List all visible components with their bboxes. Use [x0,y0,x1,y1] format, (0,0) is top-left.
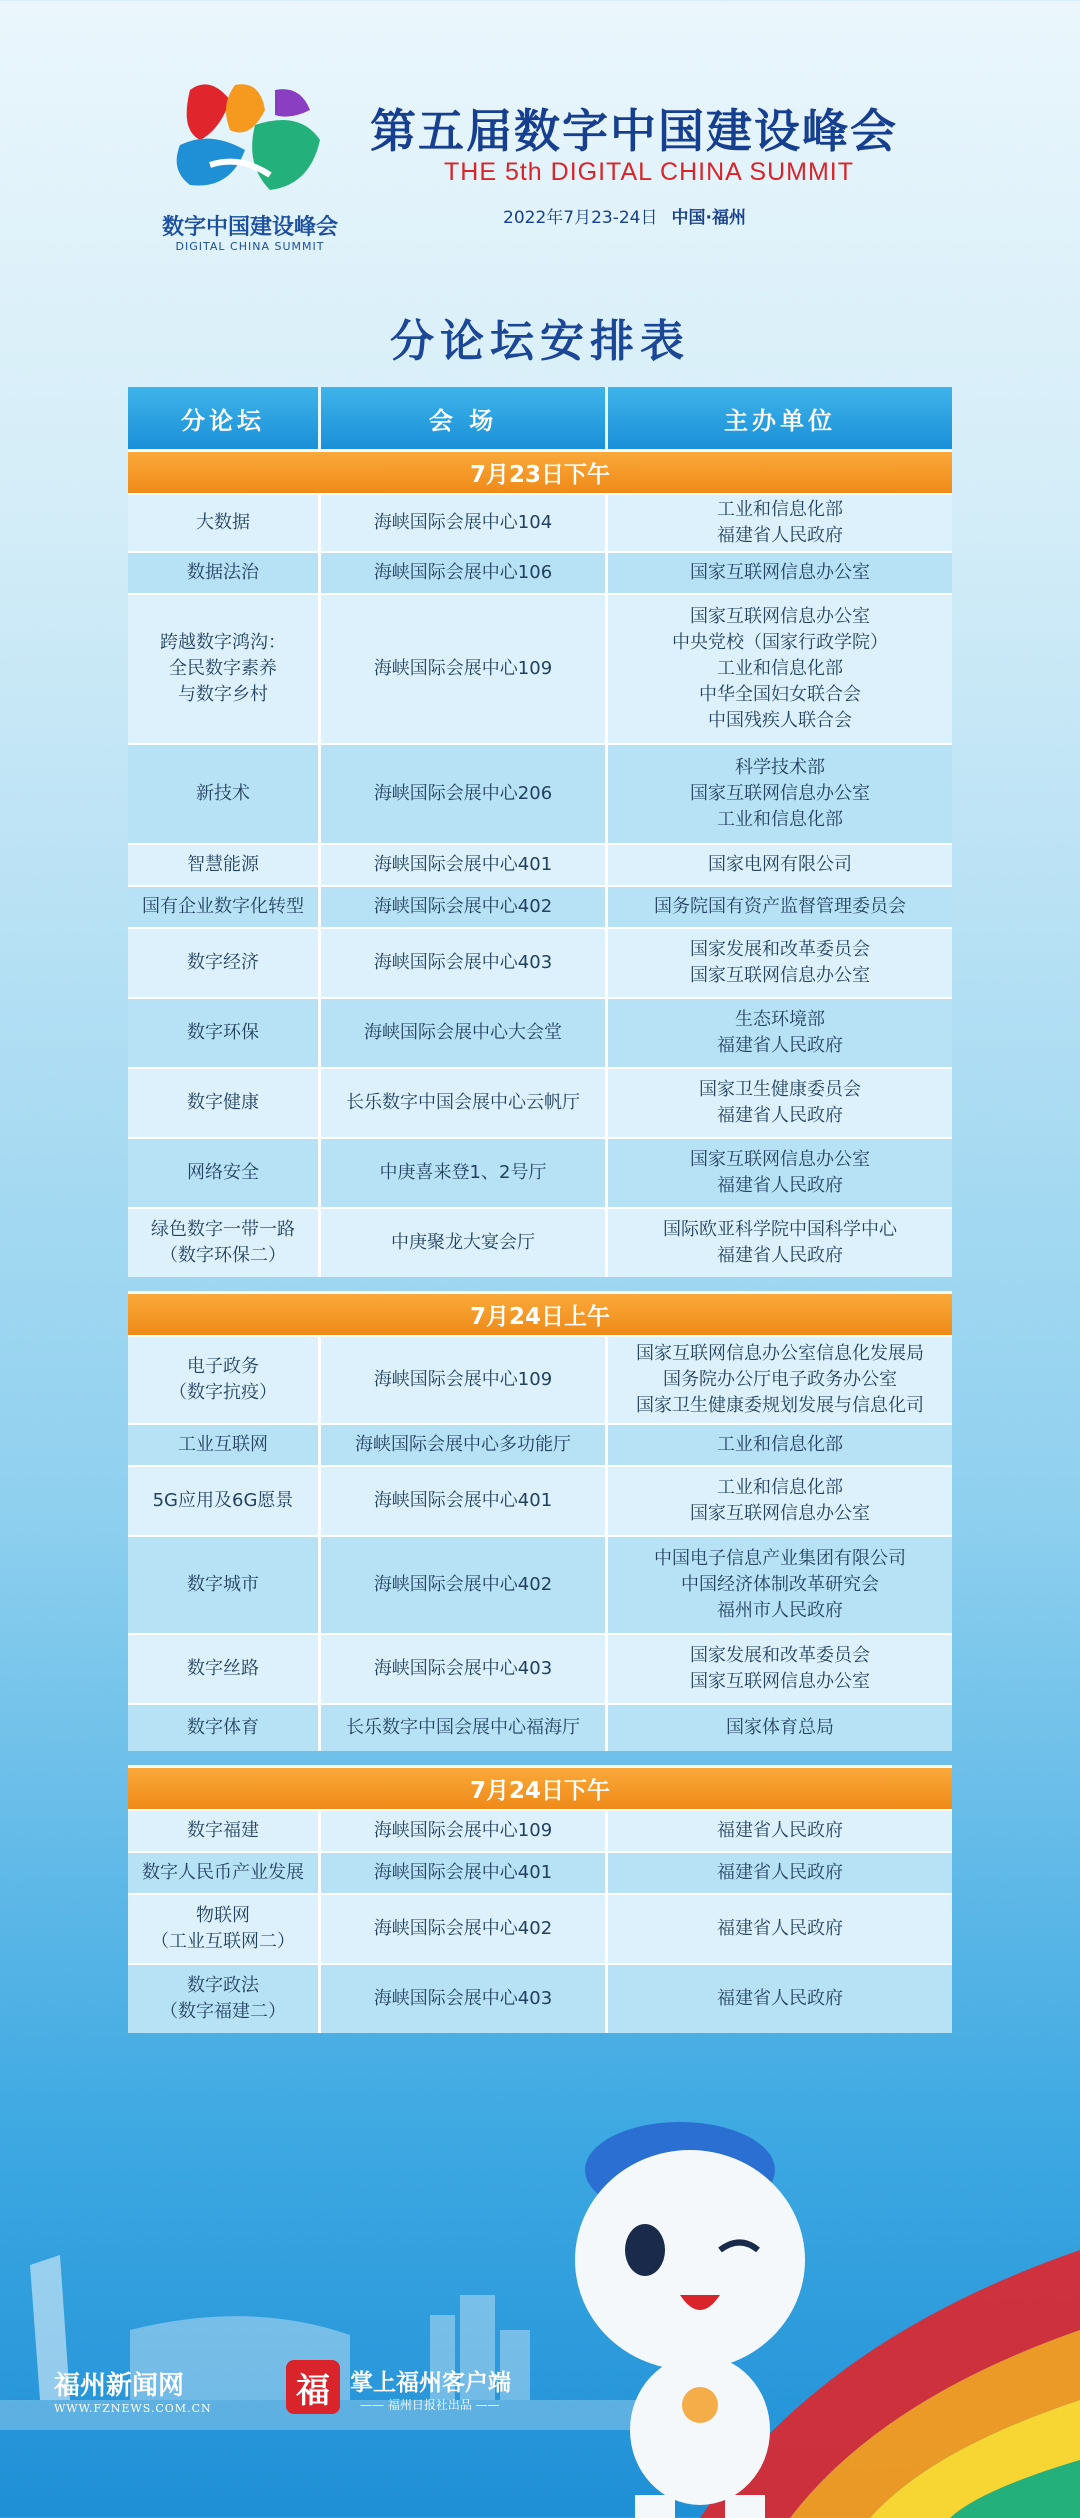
host-organization: 国家发展和改革委员会 [690,939,870,960]
forum-name-line: （数字福建二） [160,2001,286,2022]
host-organization: 国家体育总局 [726,1717,834,1738]
venue-cell: 海峡国际会展中心402 [321,1537,608,1633]
venue-cell: 海峡国际会展中心401 [321,845,608,885]
forum-cell [128,845,321,885]
host-organization: 国务院国有资产监督管理委员会 [654,896,906,917]
page-title: 分论坛安排表 [390,316,690,367]
section-date-header: 7月24日上午 [128,1291,952,1335]
venue-cell: 海峡国际会展中心109 [321,1811,608,1851]
forum-name-line: 数字政法 [187,1975,259,1996]
forum-cell [128,1209,321,1277]
host-organization: 国际欧亚科学院中国科学中心 [663,1219,897,1240]
venue-cell: 海峡国际会展中心401 [321,1853,608,1893]
forum-name-line: 网络安全 [187,1162,259,1183]
hosts-cell [608,1069,952,1137]
schedule-table [128,387,952,2033]
table-row [128,1137,952,1207]
host-organization: 工业和信息化部 [717,658,843,679]
summit-logo-icon [150,70,350,210]
forum-name-line: 数字健康 [187,1092,259,1113]
table-body [128,449,952,2033]
host-organization: 生态环境部 [735,1009,825,1030]
hosts-cell [608,887,952,927]
hosts-cell [608,1895,952,1963]
venue-cell: 海峡国际会展中心109 [321,595,608,743]
schedule-section [128,449,952,1277]
fznews-url: WWW.FZNEWS.COM.CN [54,2402,212,2415]
forum-cell [128,1895,321,1963]
host-organization: 中国经济体制改革研究会 [681,1574,879,1595]
hosts-cell [608,999,952,1067]
forum-cell [128,595,321,743]
venue-cell: 长乐数字中国会展中心福海厅 [321,1705,608,1751]
forum-cell [128,1537,321,1633]
schedule-section [128,1765,952,2033]
forum-name-line: 全民数字素养 [169,658,277,679]
forum-name-line: 与数字乡村 [178,684,268,705]
forum-cell [128,1635,321,1703]
forum-name-line: 数字福建 [187,1820,259,1841]
host-organization: 国家互联网信息办公室 [690,1671,870,1692]
forum-cell [128,495,321,551]
hosts-cell [608,1467,952,1535]
host-organization: 国家互联网信息办公室 [690,965,870,986]
forum-cell [128,999,321,1067]
host-organization: 福建省人民政府 [717,1105,843,1126]
venue-cell: 海峡国际会展中心401 [321,1467,608,1535]
table-row [128,1851,952,1893]
venue-cell: 海峡国际会展中心403 [321,1965,608,2033]
header [0,0,1080,300]
forum-name-line: 跨越数字鸿沟： [160,632,286,653]
summit-date: 2022年7月23-24日 [503,208,658,228]
forum-name-line: 工业互联网 [178,1434,268,1455]
table-row [128,551,952,593]
table-row [128,593,952,743]
forum-name-line: 数字人民币产业发展 [142,1862,304,1883]
hosts-cell [608,1965,952,2033]
forum-cell [128,1965,321,2033]
table-row [128,997,952,1067]
venue-cell: 海峡国际会展中心109 [321,1337,608,1423]
host-organization: 科学技术部 [735,757,825,778]
host-organization: 国家卫生健康委规划发展与信息化司 [636,1395,924,1416]
forum-name-line: （数字抗疫） [169,1382,277,1403]
table-row [128,1535,952,1633]
table-row [128,1893,952,1963]
venue-cell: 海峡国际会展中心403 [321,929,608,997]
host-organization: 福建省人民政府 [717,1862,843,1883]
table-row [128,743,952,843]
hosts-cell [608,495,952,551]
footer-decoration [0,2100,1080,2518]
forum-cell [128,1467,321,1535]
forum-name-line: 数字丝路 [187,1658,259,1679]
host-organization: 福建省人民政府 [717,1988,843,2009]
forum-cell [128,1811,321,1851]
venue-cell: 海峡国际会展中心402 [321,887,608,927]
table-row [128,1207,952,1277]
forum-cell [128,1069,321,1137]
host-organization: 工业和信息化部 [717,1477,843,1498]
forum-name-line: （数字环保二） [160,1245,286,1266]
hosts-cell [608,1537,952,1633]
forum-cell [128,1853,321,1893]
table-row [128,927,952,997]
fuzhou-app-name: 掌上福州客户端 [350,2370,511,2396]
hosts-cell [608,745,952,843]
host-organization: 福建省人民政府 [717,1820,843,1841]
venue-cell: 长乐数字中国会展中心云帆厅 [321,1069,608,1137]
forum-cell [128,745,321,843]
logo-chinese-text: 数字中国建设峰会 [161,214,338,240]
summit-date-place [503,203,746,228]
forum-cell [128,887,321,927]
host-organization: 中华全国妇女联合会 [699,684,861,705]
column-header-venue: 会 场 [321,387,608,449]
host-organization: 福建省人民政府 [717,1245,843,1266]
venue-cell: 海峡国际会展中心206 [321,745,608,843]
fuzhou-app-icon: 福 [286,2360,340,2414]
host-organization: 国务院办公厅电子政务办公室 [663,1369,897,1390]
table-row [128,1335,952,1423]
host-organization: 福建省人民政府 [717,525,843,546]
table-row [128,1067,952,1137]
summit-title-en: THE 5th DIGITAL CHINA SUMMIT [444,158,854,186]
forum-name-line: 数据法治 [187,562,259,583]
forum-cell [128,1425,321,1465]
host-organization: 中国残疾人联合会 [708,710,852,731]
section-date-header: 7月23日下午 [128,449,952,493]
summit-logo [150,70,350,260]
venue-cell: 中庚喜来登1、2号厅 [321,1139,608,1207]
forum-cell [128,553,321,593]
host-organization: 国家电网有限公司 [708,854,852,875]
host-organization: 工业和信息化部 [717,499,843,520]
host-organization: 福建省人民政府 [717,1918,843,1939]
host-organization: 国家卫生健康委员会 [699,1079,861,1100]
forum-name-line: 国有企业数字化转型 [142,896,304,917]
forum-name-line: 绿色数字一带一路 [151,1219,295,1240]
section-date-header: 7月24日下午 [128,1765,952,1809]
host-organization: 国家发展和改革委员会 [690,1645,870,1666]
hosts-cell [608,845,952,885]
host-organization: 中央党校（国家行政学院） [672,632,888,653]
host-organization: 中国电子信息产业集团有限公司 [654,1548,906,1569]
table-row [128,1633,952,1703]
hosts-cell [608,553,952,593]
host-organization: 工业和信息化部 [717,809,843,830]
column-header-forum: 分论坛 [128,387,321,449]
fznews-name: 福州新闻网 [54,2371,185,2401]
host-organization: 国家互联网信息办公室 [690,783,870,804]
table-row [128,1809,952,1851]
table-row [128,843,952,885]
forum-name-line: 智慧能源 [187,854,259,875]
host-organization: 国家互联网信息办公室 [690,606,870,627]
host-organization: 福建省人民政府 [717,1035,843,1056]
venue-cell: 海峡国际会展中心106 [321,553,608,593]
venue-cell: 海峡国际会展中心大会堂 [321,999,608,1067]
forum-name-line: 物联网 [196,1905,250,1926]
table-row [128,1465,952,1535]
table-row [128,493,952,551]
hosts-cell [608,1811,952,1851]
table-row [128,1703,952,1751]
venue-cell: 海峡国际会展中心403 [321,1635,608,1703]
hosts-cell [608,1209,952,1277]
forum-name-line: 数字城市 [187,1574,259,1595]
forum-name-line: 新技术 [196,783,250,804]
venue-cell: 海峡国际会展中心多功能厅 [321,1425,608,1465]
forum-name-line: 5G应用及6G愿景 [152,1490,294,1511]
forum-cell [128,1337,321,1423]
forum-name-line: 数字经济 [187,952,259,973]
venue-cell: 海峡国际会展中心402 [321,1895,608,1963]
forum-name-line: 数字环保 [187,1022,259,1043]
hosts-cell [608,1853,952,1893]
table-row [128,885,952,927]
host-organization: 国家互联网信息办公室 [690,1503,870,1524]
host-organization: 福州市人民政府 [717,1600,843,1621]
fznews-logo [54,2365,212,2415]
host-organization: 国家互联网信息办公室 [690,1149,870,1170]
venue-cell: 中庚聚龙大宴会厅 [321,1209,608,1277]
hosts-cell [608,929,952,997]
schedule-section [128,1291,952,1751]
host-organization: 国家互联网信息办公室信息化发展局 [636,1343,924,1364]
hosts-cell [608,1705,952,1751]
table-row [128,1423,952,1465]
forum-cell [128,929,321,997]
hosts-cell [608,1425,952,1465]
column-header-hosts: 主办单位 [608,387,952,449]
forum-name-line: （工业互联网二） [151,1931,295,1952]
host-organization: 国家互联网信息办公室 [690,562,870,583]
table-row [128,1963,952,2033]
summit-title-cn: 第五届数字中国建设峰会 [370,104,898,158]
fuzhou-app-subtitle: —— 福州日报社出品 —— [360,2398,500,2412]
hosts-cell [608,1635,952,1703]
forum-name-line: 数字体育 [187,1717,259,1738]
footer-background-art [0,2100,1080,2518]
host-organization: 福建省人民政府 [717,1175,843,1196]
logo-english-text: DIGITAL CHINA SUMMIT [175,240,325,253]
forum-name-line: 电子政务 [187,1356,259,1377]
forum-cell [128,1705,321,1751]
hosts-cell [608,1337,952,1423]
hosts-cell [608,1139,952,1207]
summit-place: 中国·福州 [671,208,746,228]
forum-cell [128,1139,321,1207]
table-header [128,387,952,449]
forum-name-line: 大数据 [196,512,250,533]
venue-cell: 海峡国际会展中心104 [321,495,608,551]
host-organization: 工业和信息化部 [717,1434,843,1455]
hosts-cell [608,595,952,743]
